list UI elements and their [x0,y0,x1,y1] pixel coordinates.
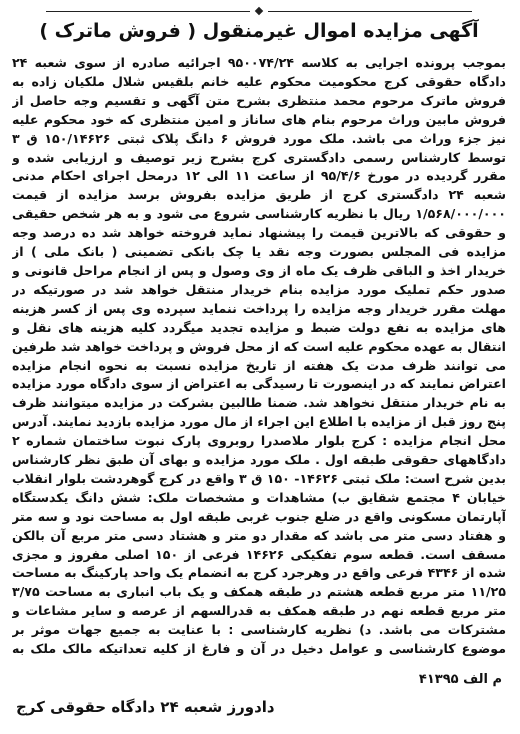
notice-body: بموجب پرونده اجرایی به کلاسه ۹۵۰۰۷۴/۲۴ اجرائیه صادره از سوی شعبه ۲۴ دادگاه حقوقی کرج محکومیت محکوم علیه خانم بلقیس شلال ملکیان زاده به فروش ماترک مرحوم محمد منتظری بشرح متن آگهی و تقسیم وجه حاصل از فروش مابین وراث مرحوم بنام های ساناز و امین منتظری که خود محکوم علیه نیز جزء وراث می باشد. ملک مورد فروش ۶ دانگ پلاک ثبتی ۱۵۰/۱۴۶۲۶ ق ۳ توسط کارشناس رسمی دادگستری کرج بشرح زیر توصیف و ارزیابی شده و مقرر گردیده در مورخ ۹۵/۴/۶ از ساعت ۱۱ الی ۱۲ درمحل اجرای احکام مدنی شعبه ۲۴ دادگستری کرج از طریق مزایده بفروش برسد مزایده از قیمت ۱/۵۶۸/۰۰۰/۰۰۰ ریال با نظریه کارشناسی شروع می شود و به هر شخص حقیقی و حقوقی که بالاترین قیمت را پیشنهاد نماید فروخته خواهد شد ده درصد وجه مزایده فی المجلس بصورت وجه نقد یا چک بانکی تضمینی ( بانک ملی ) از خریدار اخذ و الباقی ظرف یک ماه از وی وصول و پس از انجام مراحل قانونی و صدور حکم تملیک مورد مزایده بنام خریدار منتقل خواهد شد در صورتیکه در مهلت مقرر خریدار وجه مزایده را پرداخت ننماید سپرده وی پس از کسر هزینه های مزایده به نفع دولت ضبط و مزایده تجدید میگردد کلیه هزینه های نقل و انتقال به عهده محکوم علیه است که از محل فروش و پرداخت خواهد شد طرفین می توانند ظرف مدت یک هفته از تاریخ مزایده نسبت به نحوه انجام مزایده اعتراض نمایند که در اینصورت تا رسیدگی به اعتراض از سوی دادگاه مورد مزایده به نام خریدار منتقل نخواهد شد. ضمنا طالبین بشرکت در مزایده میتوانند ظرف پنج روز قبل از مزایده با اطلاع این اجراء از مال مورد مزایده بازدید نمایند. آدرس محل انجام مزایده : کرج بلوار ملاصدرا روبروی پارک نبوت ساختمان شماره ۲ دادگاههای حقوقی طبقه اول . ملک مورد مزایده و بهای آن طبق نظر کارشناس بدین شرح است: ملک ثبتی ۱۴۶۲۶- ۱۵۰ ق ۳ واقع در کرج گوهردشت بلوار انقلاب خیابان ۴ مجتمع شقایق ب) مشاهدات و مشخصات ملک: شش دانگ یکدستگاه آپارتمان مسکونی واقع در ضلع جنوب غربی طبقه اول به مساحت نود و سه متر و هفتاد دسی متر می باشد که مقدار دو متر و هشتاد دسی متر مربع آن بالکن مسقف است. قطعه سوم تفکیکی ۱۴۶۲۶ فرعی از ۱۵۰ اصلی مفروز و مجزی شده از ۴۳۴۶ فرعی واقع در وهرجرد کرج به انضمام یک واحد پارکینگ به مساحت ۱۱/۲۵ متر مربع قطعه هشتم در طبقه همکف و یک باب انباری به مساحت ۳/۷۵ متر مربع قطعه نهم در طبقه همکف به قدرالسهم از عرصه و سایر مشاعات و مشترکات می باشد. د) نظریه کارشناسی : با عنایت به جمیع جهات موثر بر موضوع کارشناسی و عوامل دخیل در آن و فارغ از کلیه تعداتیکه مالک ملک به [12,55,506,657]
notice-frame [6,6,512,726]
notice-code: م الف ۴۱۳۹۵ [418,672,502,687]
ornament-rule-left [46,11,250,12]
ornament-diamond-icon [255,7,263,15]
notice-title: آگهی مزایده اموال غیرمنقول ( فروش ماترک ) [39,20,479,42]
ornament-rule-right [268,11,472,12]
top-ornament [46,8,472,14]
notice-signature: دادورز شعبه ۲۴ دادگاه حقوقی کرج [16,698,275,716]
